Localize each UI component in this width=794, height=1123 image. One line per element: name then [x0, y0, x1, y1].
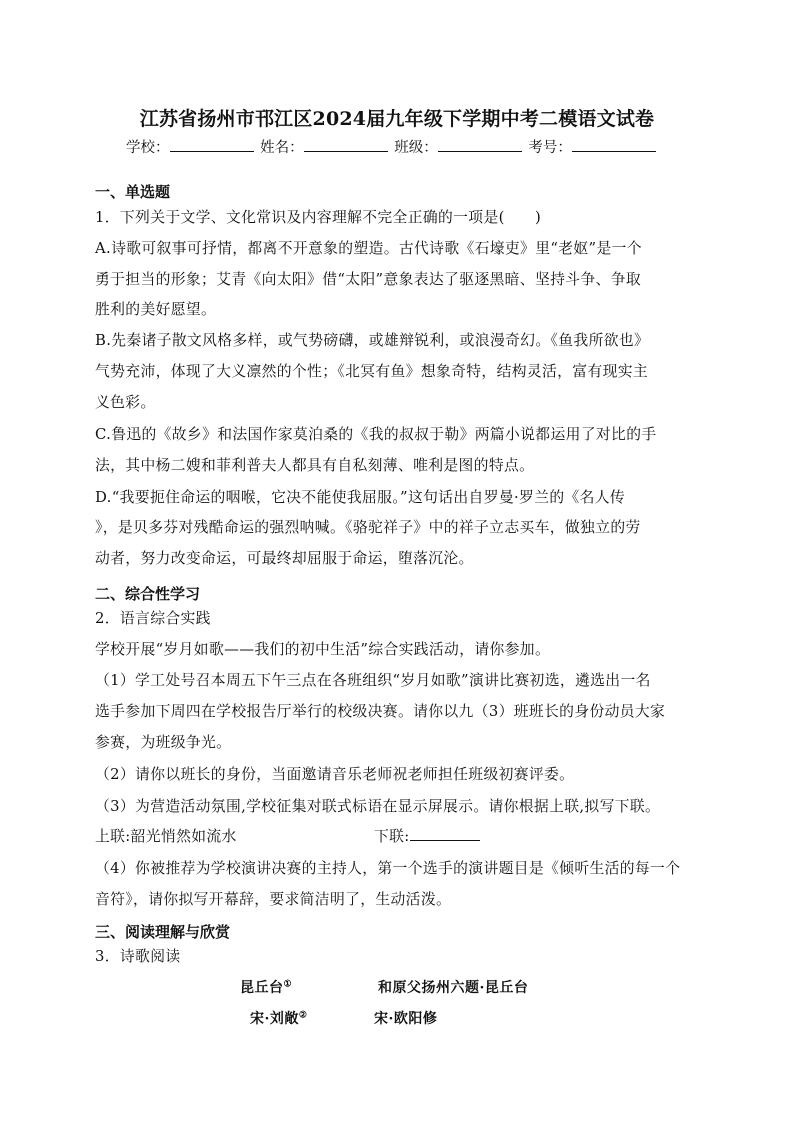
task-1-line-2: 选手参加下周四在学校报告厅举行的校级决赛。请你以九（3）班班长的身份动员大家 — [95, 703, 666, 720]
couplet-lower-label: 下联: — [374, 828, 410, 845]
footnote-2-marker: ② — [298, 1010, 308, 1021]
option-d-line-2: 》，是贝多芬对残酷命运的强烈呐喊。《骆驼祥子》中的祥子立志买车，做独立的劳 — [95, 519, 641, 536]
option-c-line-1: C.鲁迅的《故乡》和法国作家莫泊桑的《我的叔叔于勒》两篇小说都运用了对比的手 — [95, 426, 657, 443]
option-d-line-3: 动者，努力改变命运，可最终却屈服于命运，堕落沉沦。 — [95, 550, 474, 567]
page-title: 江苏省扬州市邗江区2024届九年级下学期中考二模语文试卷 — [139, 108, 655, 130]
task-1-line-3: 参赛，为班级争光。 — [95, 734, 232, 751]
section-heading-3: 三、阅读理解与欣赏 — [95, 923, 231, 941]
task-4-line-1: （4）你被推荐为学校演讲决赛的主持人，第一个选手的演讲题目是《倾听生活的每一个 — [95, 860, 681, 877]
task-4-line-2: 音符》，请你拟写开幕辞，要求简洁明了，生动活泼。 — [95, 891, 452, 908]
school-label: 学校： — [126, 140, 170, 156]
name-label: 姓名： — [260, 140, 304, 156]
poem-2-title: 和原父扬州六题·昆丘台 — [378, 980, 529, 996]
option-d-line-1: D.“我要扼住命运的咽喉，它决不能使我屈服。”这句话出自罗曼·罗兰的《名人传 — [95, 489, 626, 506]
option-a-line-1: A.诗歌可叙事可抒情，都离不开意象的塑造。古代诗歌《石壕吏》里“老妪”是一个 — [95, 240, 642, 257]
number-label: 考号： — [528, 140, 572, 156]
poem-1-title: 昆丘台① — [240, 979, 293, 996]
activity-intro: 学校开展“岁月如歌——我们的初中生活”综合实践活动，请你参加。 — [95, 641, 551, 658]
couplet-upper: 上联:韶光悄然如流水 — [95, 828, 237, 845]
option-a-line-3: 胜利的美好愿望。 — [95, 301, 217, 318]
couplet-lower-row — [374, 825, 480, 846]
section-heading-2: 二、综合性学习 — [95, 585, 201, 603]
option-b-line-3: 义色彩。 — [95, 394, 156, 411]
number-blank[interactable] — [572, 137, 656, 152]
name-blank[interactable] — [304, 137, 388, 152]
task-3: （3）为营造活动氛围,学校征集对联式标语在显示屏展示。请你根据上联,拟写下联。 — [95, 798, 661, 815]
option-a-line-2: 勇于担当的形象；艾青《向太阳》借“太阳”意象表达了驱逐黑暗、坚持斗争、争取 — [95, 271, 641, 288]
option-b-line-1: B.先秦诸子散文风格多样，或气势磅礴，或雄辩锐利，或浪漫奇幻。《鱼我所欲也》 — [95, 332, 650, 349]
question-3-stem: 3．诗歌阅读 — [95, 948, 181, 965]
option-b-line-2: 气势充沛，体现了大义凛然的个性；《北冥有鱼》想象奇特，结构灵活，富有现实主 — [95, 363, 649, 380]
question-1-stem: 1．下列关于文学、文化常识及内容理解不完全正确的一项是( ) — [95, 209, 542, 226]
couplet-lower-blank[interactable] — [410, 826, 480, 841]
task-2: （2）请你以班长的身份，当面邀请音乐老师祝老师担任班级初赛评委。 — [95, 766, 575, 783]
poem-1-author: 宋·刘敞② — [250, 1010, 308, 1027]
footnote-1-marker: ① — [283, 979, 293, 990]
student-info-line — [126, 136, 658, 157]
poem-2-author: 宋·欧阳修 — [374, 1011, 438, 1027]
question-2-stem: 2．语言综合实践 — [95, 610, 211, 627]
class-blank[interactable] — [438, 137, 522, 152]
section-heading-1: 一、单选题 — [95, 183, 171, 201]
task-1-line-1: （1）学工处号召本周五下午三点在各班组织“岁月如歌”演讲比赛初选，遴选出一名 — [95, 672, 651, 689]
option-c-line-2: 法，其中杨二嫂和菲利普夫人都具有自私刻薄、唯利是图的特点。 — [95, 457, 535, 474]
school-blank[interactable] — [170, 137, 254, 152]
class-label: 班级： — [394, 140, 438, 156]
